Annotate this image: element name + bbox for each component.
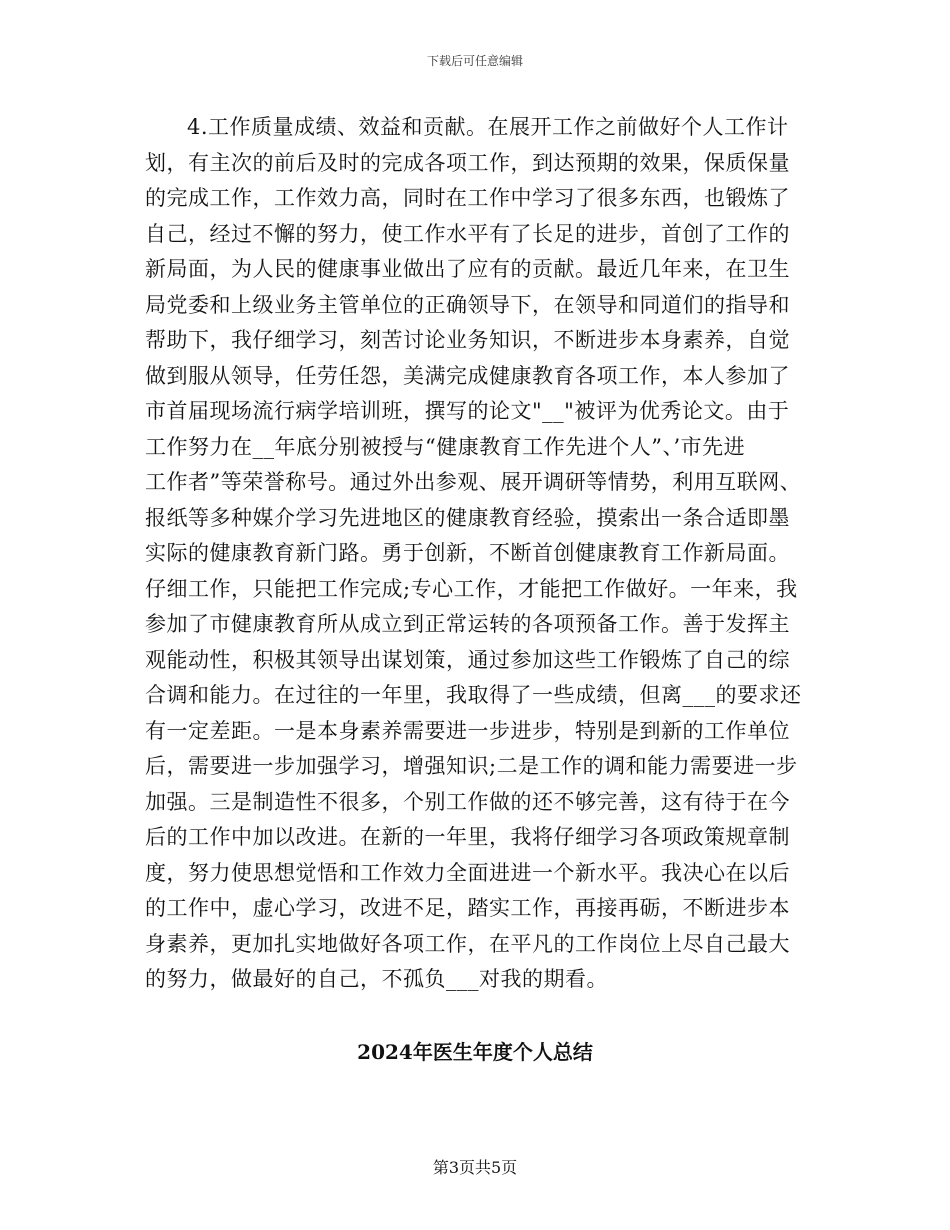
body-line: 工作努力在__年底分别被授与“健康教育工作先进个人”、’市先进 (145, 434, 746, 459)
body-line: 的完成工作，工作效力高，同时在工作中学习了很多东西，也锻炼了 (145, 186, 790, 210)
document-body (145, 110, 805, 998)
page-header: 下载后可任意编辑 (426, 54, 523, 68)
body-line: 实际的健康教育新门路。勇于创新，不断首创健康教育工作新局面。 (145, 541, 790, 565)
body-line: 有一定差距。一是本身素养需要进一步进步，特别是到新的工作单位 (145, 718, 790, 743)
body-line: 合调和能力。在过往的一年里，我取得了一些成绩，但离___的要求还 (145, 683, 802, 707)
body-line: 身素养，更加扎实地做好各项工作，在平凡的工作岗位上尽自己最大 (145, 931, 790, 956)
body-line: 后的工作中加以改进。在新的一年里，我将仔细学习各项政策规章制 (145, 825, 790, 849)
body-line: 局党委和上级业务主管单位的正确领导下，在领导和同道们的指导和 (145, 292, 790, 317)
body-line: 度，努力使思想觉悟和工作效力全面进进一个新水平。我决心在以后 (145, 860, 790, 885)
body-line: 自己，经过不懈的努力，使工作水平有了长足的进步，首创了工作的 (145, 221, 790, 246)
body-line: 帮助下，我仔细学习，刻苦讨论业务知识，不断进步本身素养，自觉 (145, 328, 790, 352)
body-line: 的努力，做最好的自己，不孤负___对我的期看。 (145, 967, 608, 991)
body-line: 后，需要进一步加强学习，增强知识;二是工作的调和能力需要进一步 (145, 754, 798, 778)
body-line: 仔细工作，只能把工作完成;专心工作，才能把工作做好。一年来，我 (145, 576, 798, 601)
section-title: 2024年医生年度个人总结 (357, 1040, 593, 1064)
body-line: 加强。三是制造性不很多，个别工作做的还不够完善，这有待于在今 (145, 789, 790, 814)
body-line: 划，有主次的前后及时的完成各项工作，到达预期的效果，保质保量 (145, 150, 790, 175)
body-line: 的工作中，虚心学习，改进不足，踏实工作，再接再砺，不断进步本 (145, 896, 790, 920)
page-footer: 第3页共5页 (432, 1158, 518, 1177)
body-line: 4.工作质量成绩、效益和贡献。在展开工作之前做好个人工作计 (187, 115, 789, 139)
body-line: 报纸等多种媒介学习先进地区的健康教育经验，摸索出一条合适即墨 (145, 505, 790, 530)
body-line: 参加了市健康教育所从成立到正常运转的各项预备工作。善于发挥主 (145, 612, 790, 636)
body-line: 工作者”等荣誉称号。通过外出参观、展开调研等情势，利用互联网、 (145, 470, 802, 494)
body-line: 新局面，为人民的健康事业做出了应有的贡献。最近几年来，在卫生 (145, 257, 790, 281)
body-line: 市首届现场流行病学培训班，撰写的论文"__"被评为优秀论文。由于 (145, 399, 790, 423)
body-line: 观能动性，积极其领导出谋划策，通过参加这些工作锻炼了自己的综 (145, 647, 790, 672)
body-line: 做到服从领导，任劳任怨，美满完成健康教育各项工作，本人参加了 (145, 363, 790, 388)
